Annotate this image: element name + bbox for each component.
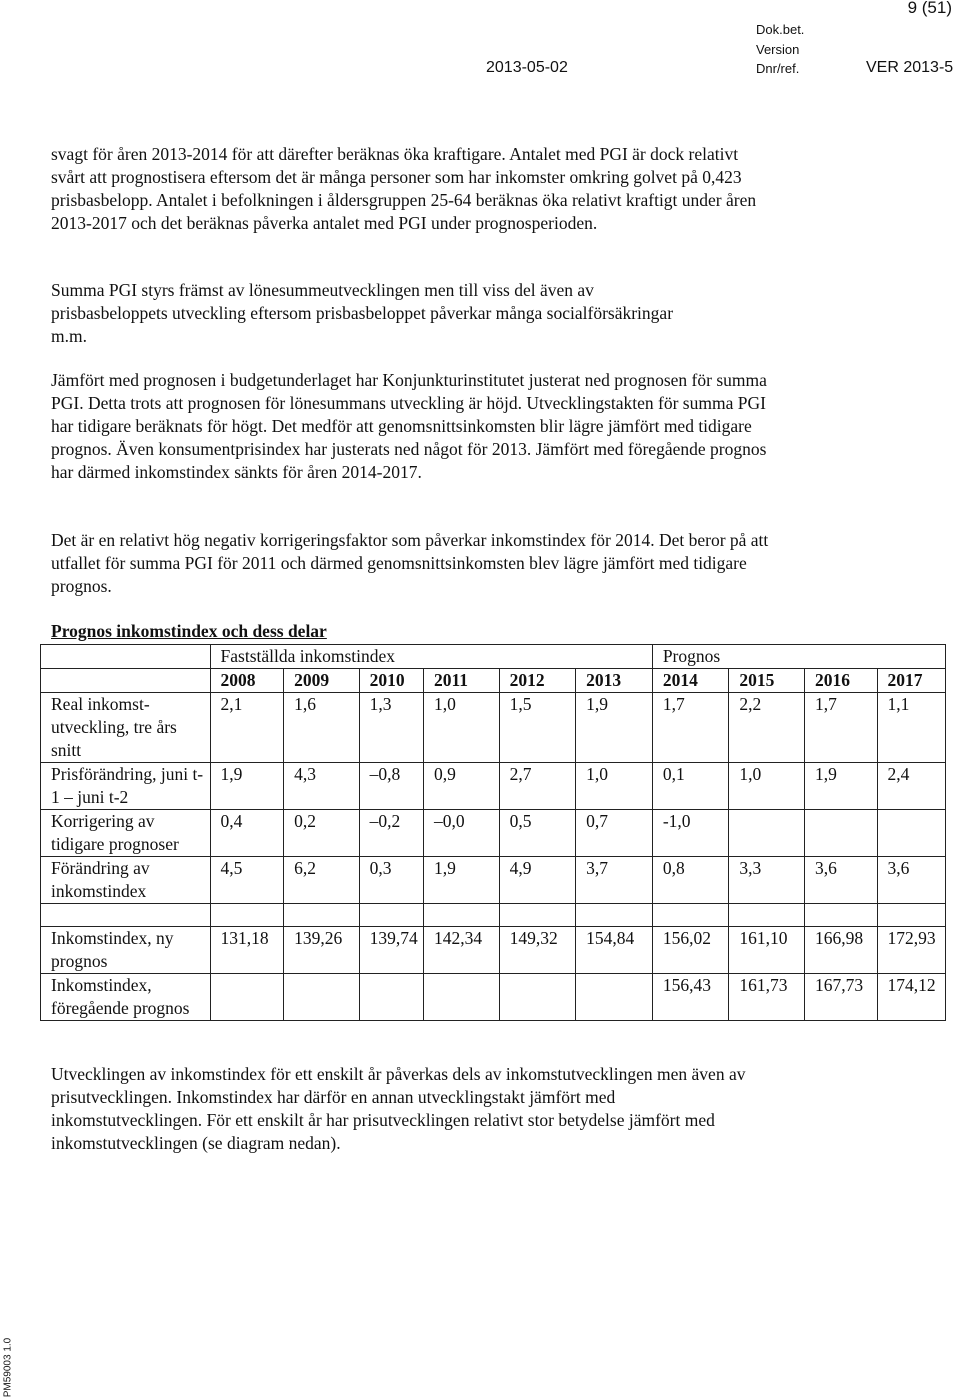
table-cell	[499, 974, 576, 1021]
table-cell: 0,5	[499, 810, 576, 857]
row-label: Inkomstindex, ny prognos	[41, 927, 211, 974]
table-cell	[423, 974, 499, 1021]
row-label: Real inkomst-utveckling, tre års snitt	[41, 693, 211, 763]
table-cell: 166,98	[805, 927, 878, 974]
table-year-header-row	[41, 669, 946, 693]
table-cell	[652, 904, 729, 927]
table-cell	[210, 904, 284, 927]
table-cell: 0,2	[284, 810, 360, 857]
year-header: 2008	[210, 669, 284, 693]
table-cell	[576, 974, 653, 1021]
group-header-fastst: Fastställda inkomstindex	[210, 645, 652, 669]
table-cell: 6,2	[284, 857, 360, 904]
table-cell	[877, 810, 945, 857]
table-cell: 1,1	[877, 693, 945, 763]
table-cell	[359, 974, 423, 1021]
table-cell	[729, 810, 805, 857]
table-title: Prognos inkomstindex och dess delar	[51, 621, 327, 641]
version-value: VER 2013-5	[866, 59, 954, 76]
table-cell: 3,6	[805, 857, 878, 904]
table-cell: 0,3	[359, 857, 423, 904]
table-row	[41, 763, 946, 810]
version-label: Version	[756, 42, 800, 57]
table-cell: 1,7	[652, 693, 729, 763]
table-cell: 161,73	[729, 974, 805, 1021]
table-cell: 3,6	[877, 857, 945, 904]
year-header: 2012	[499, 669, 576, 693]
table-cell: –0,8	[359, 763, 423, 810]
table-cell: -1,0	[652, 810, 729, 857]
table-cell: –0,0	[423, 810, 499, 857]
table-cell: 131,18	[210, 927, 284, 974]
table-cell: 1,9	[805, 763, 878, 810]
table-cell: 1,5	[499, 693, 576, 763]
table-row	[41, 857, 946, 904]
table-cell: 4,9	[499, 857, 576, 904]
dok-bet-label: Dok.bet.	[756, 22, 805, 37]
table-cell	[359, 904, 423, 927]
paragraph: svagt för åren 2013-2014 för att därefter beräknas öka kraftigare. Antalet med PGI är dock relativt svårt att prognostisera eftersom det är många personer som har inkomster omkring golvet på 0,423 prisbasbelopp. Antalet i befolkningen i åldersgruppen 25-64 beräknas öka relativt kraftigt under åren 2013-2017 och det beräknas påverka antalet med PGI under prognosperioden.	[51, 144, 757, 233]
table-row	[41, 810, 946, 857]
paragraph: Summa PGI styrs främst av lönesummeutvecklingen men till viss del även av prisbasbeloppets utveckling eftersom prisbasbeloppet påverkar många socialförsäkringar m.m.	[51, 280, 674, 346]
document-code: PM59003 1.0	[2, 1337, 14, 1398]
dnr-label: Dnr/ref.	[756, 61, 800, 76]
table-cell: 174,12	[877, 974, 945, 1021]
table-cell	[423, 904, 499, 927]
year-header: 2017	[877, 669, 945, 693]
table-cell: 1,3	[359, 693, 423, 763]
table-cell: 139,74	[359, 927, 423, 974]
table-cell: 1,9	[576, 693, 653, 763]
table-cell: 2,2	[729, 693, 805, 763]
page-number: 9 (51)	[907, 0, 952, 17]
table-cell: 1,9	[210, 763, 284, 810]
table-row	[41, 693, 946, 763]
document-date: 2013-05-02	[486, 59, 568, 76]
year-header: 2009	[284, 669, 360, 693]
table-row	[41, 974, 946, 1021]
paragraph: Det är en relativt hög negativ korrigeringsfaktor som påverkar inkomstindex för 2014. Det beror på att utfallet för summa PGI för 2011 och därmed genomsnittsinkomsten blev lägre jämfört med tidigare prognos.	[51, 530, 769, 596]
paragraph: Jämfört med prognosen i budgetunderlaget har Konjunkturinstitutet justerat ned prognosen för summa PGI. Detta trots att prognosen för lönesummans utveckling är höjd. Utvecklingstakten för summa PGI har tidigare beräknats för högt. Det medför att genomsnittsinkomsten blir lägre jämfört med tidigare prognos. Även konsumentprisindex har justerats ned något för 2013. Jämfört med föregående prognos har därmed inkomstindex sänkts för åren 2014-2017.	[51, 370, 767, 482]
table-cell	[210, 974, 284, 1021]
table-cell: 139,26	[284, 927, 360, 974]
table-cell	[41, 904, 211, 927]
table-cell: 1,7	[805, 693, 878, 763]
table-cell: 161,10	[729, 927, 805, 974]
table-cell: 0,1	[652, 763, 729, 810]
year-header: 2013	[576, 669, 653, 693]
row-label: Prisförändring, juni t-1 – juni t-2	[41, 763, 211, 810]
table-cell	[576, 904, 653, 927]
table-cell: 1,6	[284, 693, 360, 763]
year-header: 2014	[652, 669, 729, 693]
table-cell: 1,0	[729, 763, 805, 810]
table-cell: 3,3	[729, 857, 805, 904]
table-cell: 156,02	[652, 927, 729, 974]
table-cell: 3,7	[576, 857, 653, 904]
year-header: 2016	[805, 669, 878, 693]
table-cell	[877, 904, 945, 927]
table-cell: 1,0	[576, 763, 653, 810]
table-cell: 0,7	[576, 810, 653, 857]
table-cell	[805, 904, 878, 927]
table-cell: 1,0	[423, 693, 499, 763]
table-cell: 4,3	[284, 763, 360, 810]
table-cell	[499, 904, 576, 927]
table-cell: 156,43	[652, 974, 729, 1021]
group-header-prognos: Prognos	[652, 645, 945, 669]
table-cell: 142,34	[423, 927, 499, 974]
year-header: 2011	[423, 669, 499, 693]
table-cell	[284, 974, 360, 1021]
table-cell: 0,8	[652, 857, 729, 904]
row-label: Inkomstindex, föregående prognos	[41, 974, 211, 1021]
table-cell: 0,4	[210, 810, 284, 857]
table-cell: 154,84	[576, 927, 653, 974]
row-label: Förändring av inkomstindex	[41, 857, 211, 904]
table-cell: 2,4	[877, 763, 945, 810]
table-cell: 1,9	[423, 857, 499, 904]
table-cell	[729, 904, 805, 927]
table-cell: 4,5	[210, 857, 284, 904]
table-spacer-row	[41, 904, 946, 927]
year-header: 2010	[359, 669, 423, 693]
table-cell: 2,1	[210, 693, 284, 763]
income-index-table	[40, 644, 946, 1021]
table-cell: 172,93	[877, 927, 945, 974]
row-label: Korrigering av tidigare prognoser	[41, 810, 211, 857]
table-row	[41, 927, 946, 974]
table-cell	[805, 810, 878, 857]
table-cell: –0,2	[359, 810, 423, 857]
table-cell	[41, 669, 211, 693]
table-cell	[284, 904, 360, 927]
table-group-header-row	[41, 645, 946, 669]
paragraph: Utvecklingen av inkomstindex för ett enskilt år påverkas dels av inkomstutvecklingen men även av prisutvecklingen. Inkomstindex har därför en annan utvecklingstakt jämfört med inkomstutvecklingen. För ett enskilt år har prisutvecklingen relativt stor betydelse jämfört med inkomstutvecklingen (se diagram nedan).	[51, 1064, 746, 1153]
table-cell	[41, 645, 211, 669]
year-header: 2015	[729, 669, 805, 693]
table-cell: 167,73	[805, 974, 878, 1021]
table-cell: 0,9	[423, 763, 499, 810]
table-cell: 2,7	[499, 763, 576, 810]
table-cell: 149,32	[499, 927, 576, 974]
